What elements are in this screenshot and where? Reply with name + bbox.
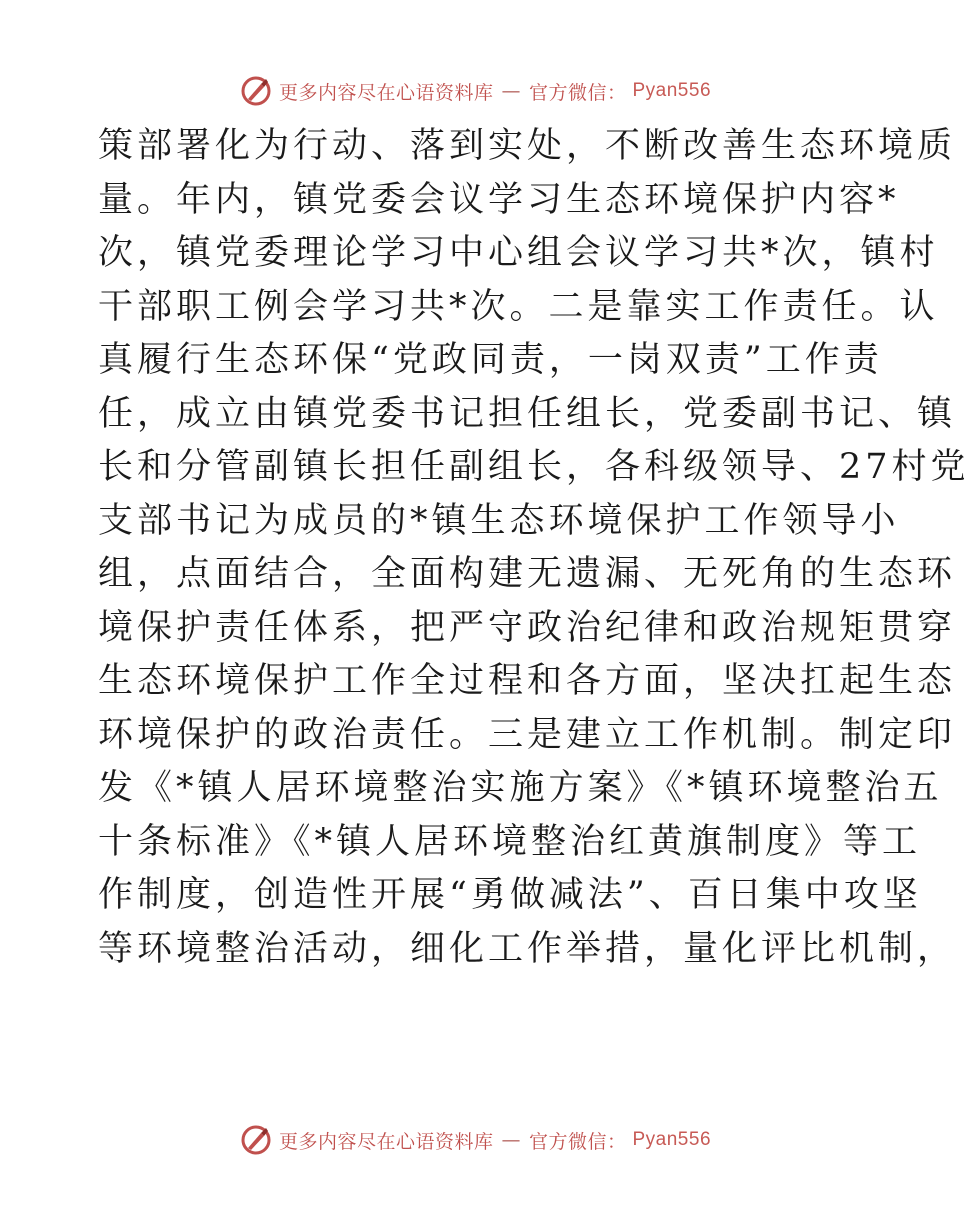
header-site-text: 更多内容尽在心语资料库 — [278, 81, 494, 104]
pen-logo-icon — [239, 74, 273, 108]
pen-logo-icon — [239, 1123, 273, 1157]
text-line: 十条标准》《*镇人居环境整治红黄旗制度》等工 — [98, 821, 922, 862]
text-line: 量。年内，镇党委会议学习生态环境保护内容* — [98, 179, 900, 220]
footer-separator: — — [501, 1129, 521, 1151]
text-line: 作制度，创造性开展“勇做减法”、百日集中攻坚 — [98, 875, 922, 915]
text-line: 环境保护的政治责任。三是建立工作机制。制定印 — [98, 714, 957, 755]
text-line: 组，点面结合，全面构建无遗漏、无死角的生态环 — [98, 554, 957, 594]
text-line: 支部书记为成员的*镇生态环境保护工作领导小 — [98, 500, 900, 541]
header-wechat-label: 官方微信： — [528, 81, 627, 104]
text-line: 生态环境保护工作全过程和各方面，坚决扛起生态 — [98, 661, 957, 701]
footer-site-text: 更多内容尽在心语资料库 — [278, 1130, 494, 1153]
text-line: 境保护责任体系，把严守政治纪律和政治规矩贯穿 — [98, 607, 957, 648]
header-watermark — [0, 71, 950, 111]
text-line: 次，镇党委理论学习中心组会议学习共*次，镇村 — [98, 233, 939, 273]
header-separator: — — [501, 80, 521, 102]
document-body — [98, 120, 970, 976]
text-line: 等环境整治活动，细化工作举措，量化评比机制， — [98, 928, 957, 969]
footer-watermark — [0, 1120, 950, 1160]
text-line: 任，成立由镇党委书记担任组长，党委副书记、镇 — [98, 393, 957, 434]
footer-wechat-id: Pyan556 — [632, 1129, 712, 1150]
text-line: 发《*镇人居环境整治实施方案》《*镇环境整治五 — [98, 768, 943, 808]
footer-wechat-label: 官方微信： — [528, 1130, 627, 1153]
text-line: 策部署化为行动、落到实处，不断改善生态环境质 — [98, 126, 957, 166]
text-line: 真履行生态环保“党政同责，一岗双责”工作责 — [98, 340, 883, 380]
text-line: 长和分管副镇长担任副组长，各科级领导、27村党 — [98, 447, 970, 487]
text-line: 干部职工例会学习共*次。二是靠实工作责任。认 — [98, 286, 939, 327]
header-wechat-id: Pyan556 — [632, 80, 712, 101]
